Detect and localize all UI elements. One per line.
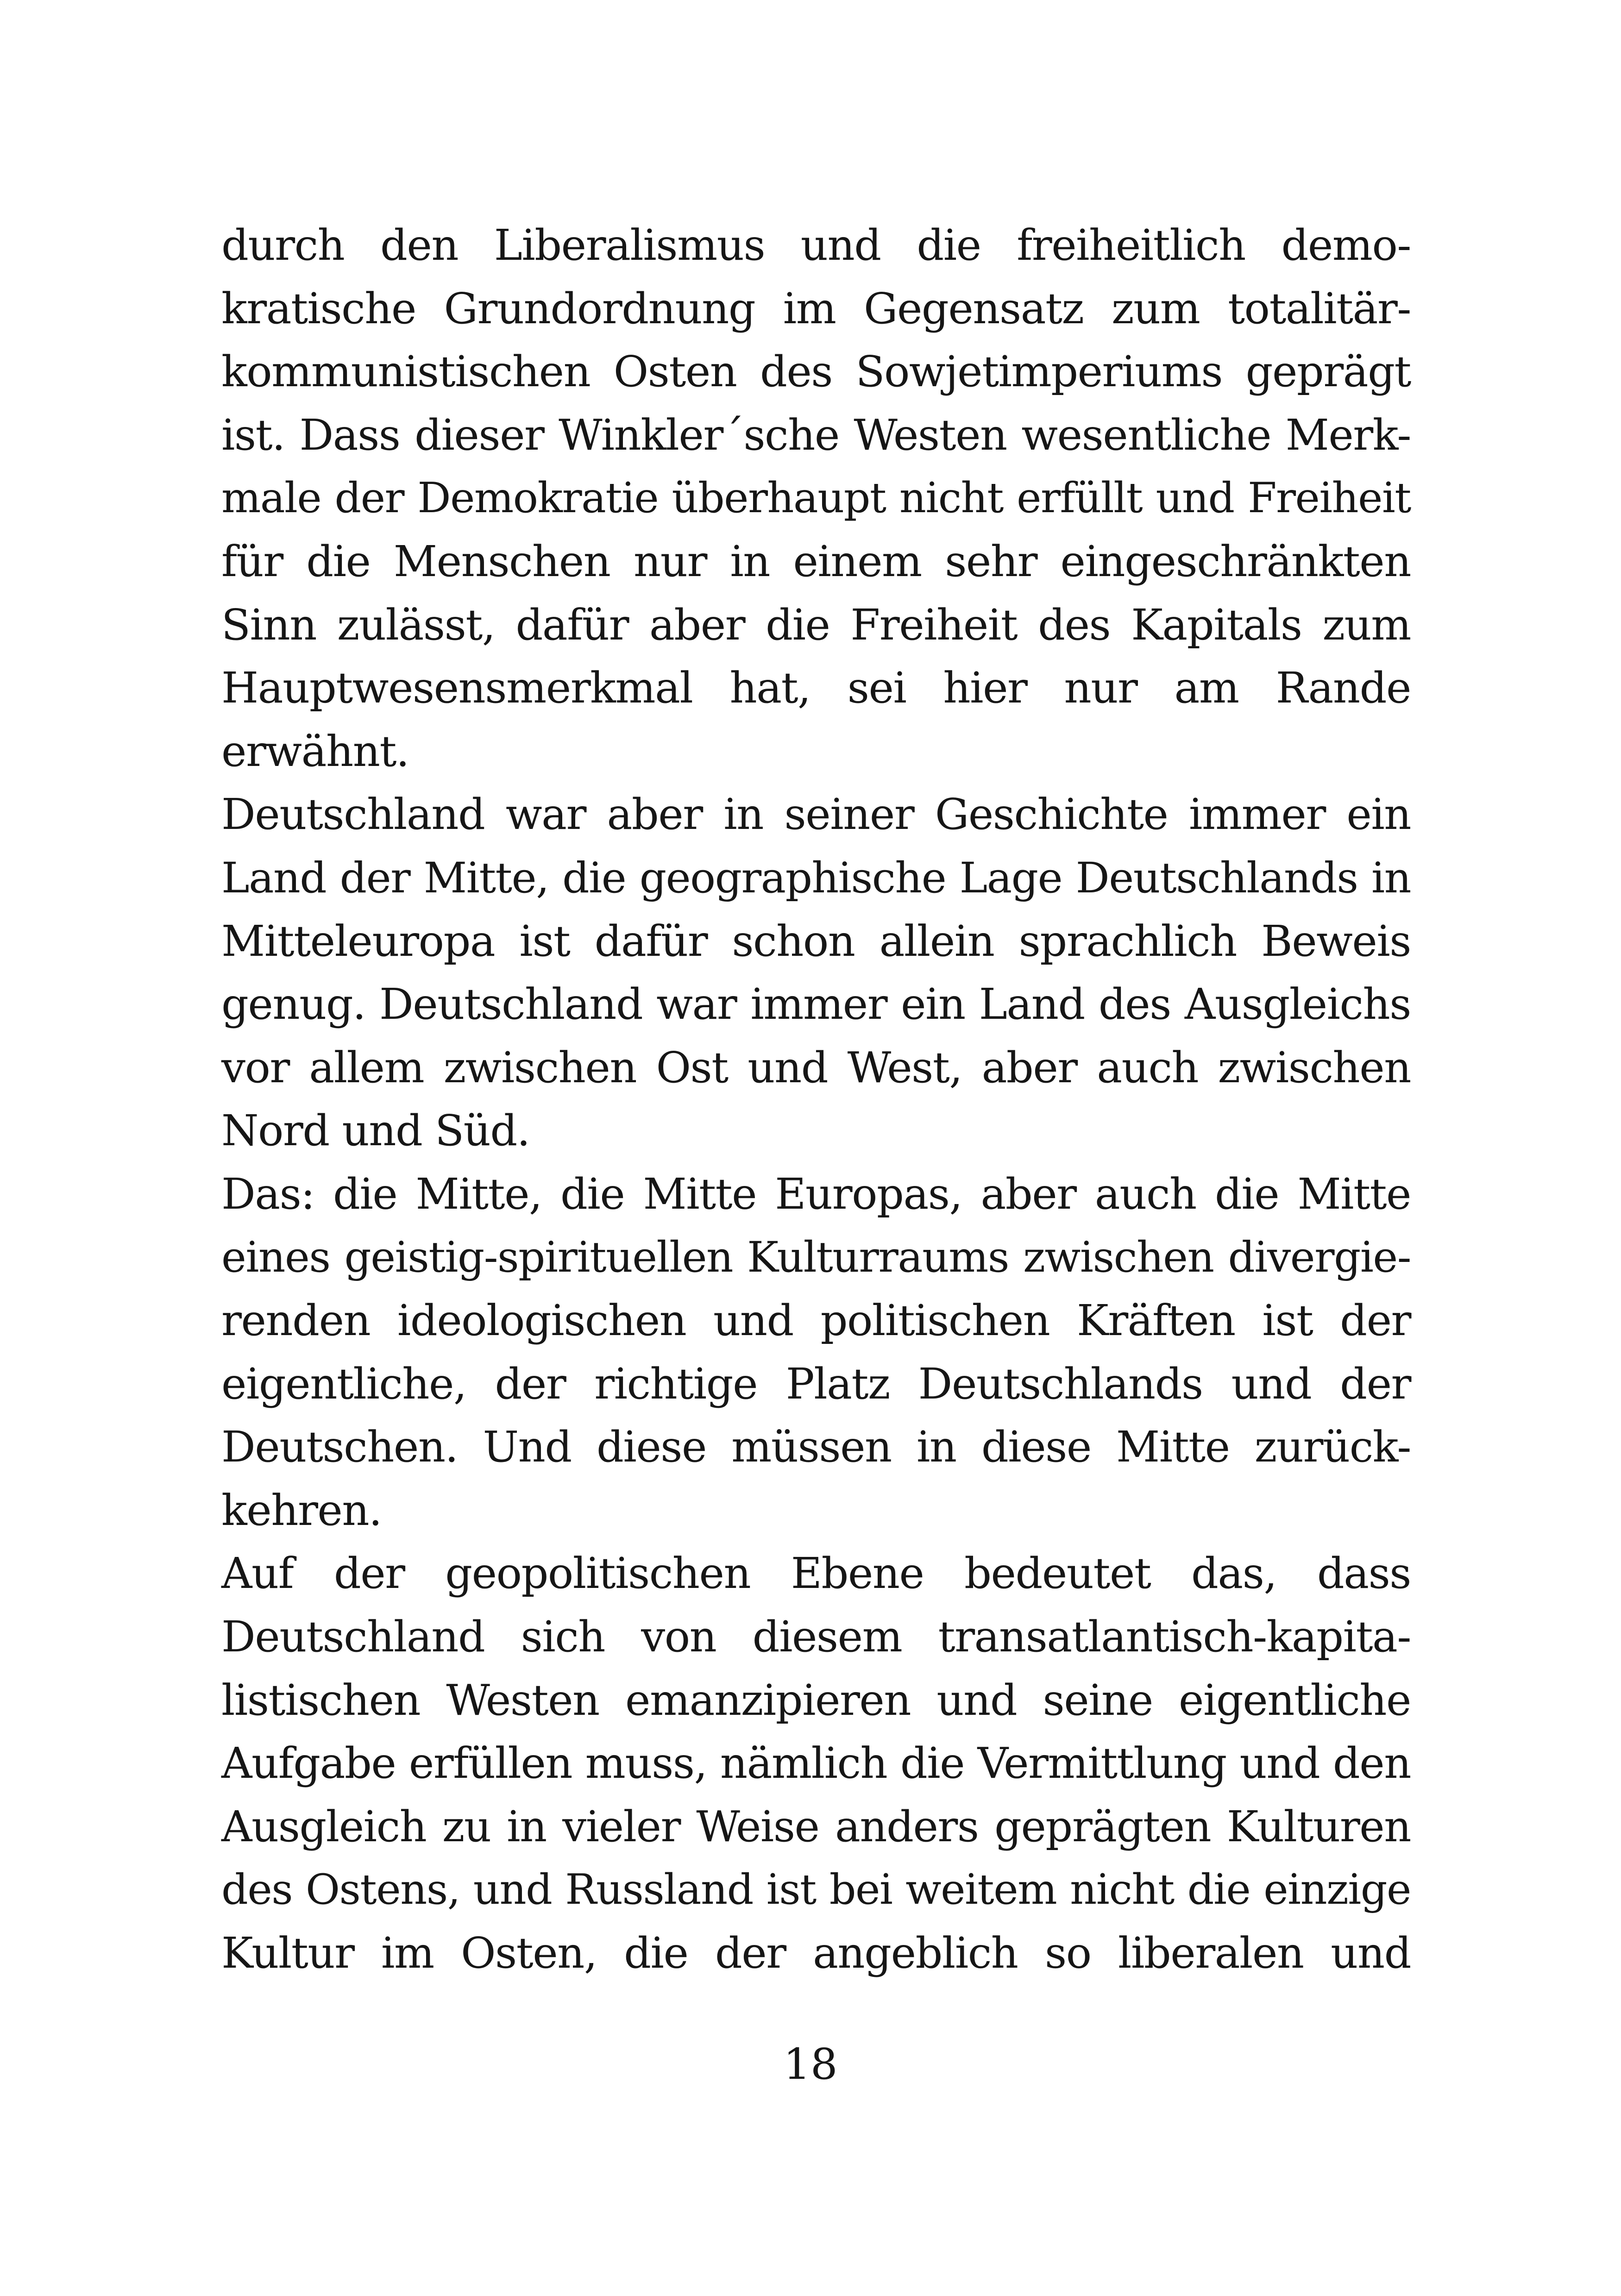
text-line: listischen Westen emanzipieren und seine eigentliche (221, 1675, 1411, 1725)
text-line: Das: die Mitte, die Mitte Europas, aber auch die Mitte (221, 1169, 1411, 1219)
text-line: ist. Dass dieser Winkler´sche Westen wesentliche Merk- (221, 410, 1411, 460)
text-line: Deutschen. Und diese müssen in diese Mitte zurück- (221, 1422, 1411, 1472)
text-line: kommunistischen Osten des Sowjetimperiums geprägt (221, 347, 1411, 397)
body-text (221, 214, 1411, 1985)
text-line: Deutschland war aber in seiner Geschichte immer ein (221, 790, 1411, 840)
text-line: erwähnt. (221, 726, 409, 776)
text-line: eines geistig-spirituellen Kulturraums zwischen divergie- (221, 1233, 1411, 1282)
text-line: Aufgabe erfüllen muss, nämlich die Vermittlung und den (221, 1738, 1411, 1788)
text-line: des Ostens, und Russland ist bei weitem nicht die einzige (221, 1865, 1411, 1914)
text-line: vor allem zwischen Ost und West, aber auch zwischen (221, 1042, 1411, 1092)
text-line: Kultur im Osten, die der angeblich so liberalen und (221, 1928, 1411, 1978)
text-line: male der Demokratie überhaupt nicht erfüllt und Freiheit (221, 474, 1411, 523)
text-line: Deutschland sich von diesem transatlantisch-kapita- (221, 1612, 1411, 1662)
text-line: Land der Mitte, die geographische Lage Deutschlands in (221, 853, 1411, 903)
text-line: Mitteleuropa ist dafür schon allein sprachlich Beweis (221, 916, 1411, 966)
text-line: für die Menschen nur in einem sehr eingeschränkten (221, 536, 1411, 586)
text-line: Sinn zulässt, dafür aber die Freiheit des Kapitals zum (221, 600, 1411, 650)
text-line: Ausgleich zu in vieler Weise anders geprägten Kulturen (221, 1801, 1411, 1851)
text-line: kratische Grundordnung im Gegensatz zum totalitär- (221, 283, 1411, 333)
text-line: Auf der geopolitischen Ebene bedeutet das, dass (221, 1549, 1411, 1599)
text-line: eigentliche, der richtige Platz Deutschlands und der (221, 1359, 1411, 1409)
text-line: Nord und Süd. (221, 1106, 530, 1156)
text-line: genug. Deutschland war immer ein Land des Ausgleichs (221, 979, 1411, 1029)
text-line: Hauptwesensmerkmal hat, sei hier nur am Rande (221, 663, 1411, 713)
text-line: durch den Liberalismus und die freiheitlich demo- (221, 220, 1411, 270)
text-line: kehren. (221, 1485, 382, 1535)
text-line: renden ideologischen und politischen Kräften ist der (221, 1296, 1411, 1346)
page-number: 18 (783, 2039, 838, 2089)
